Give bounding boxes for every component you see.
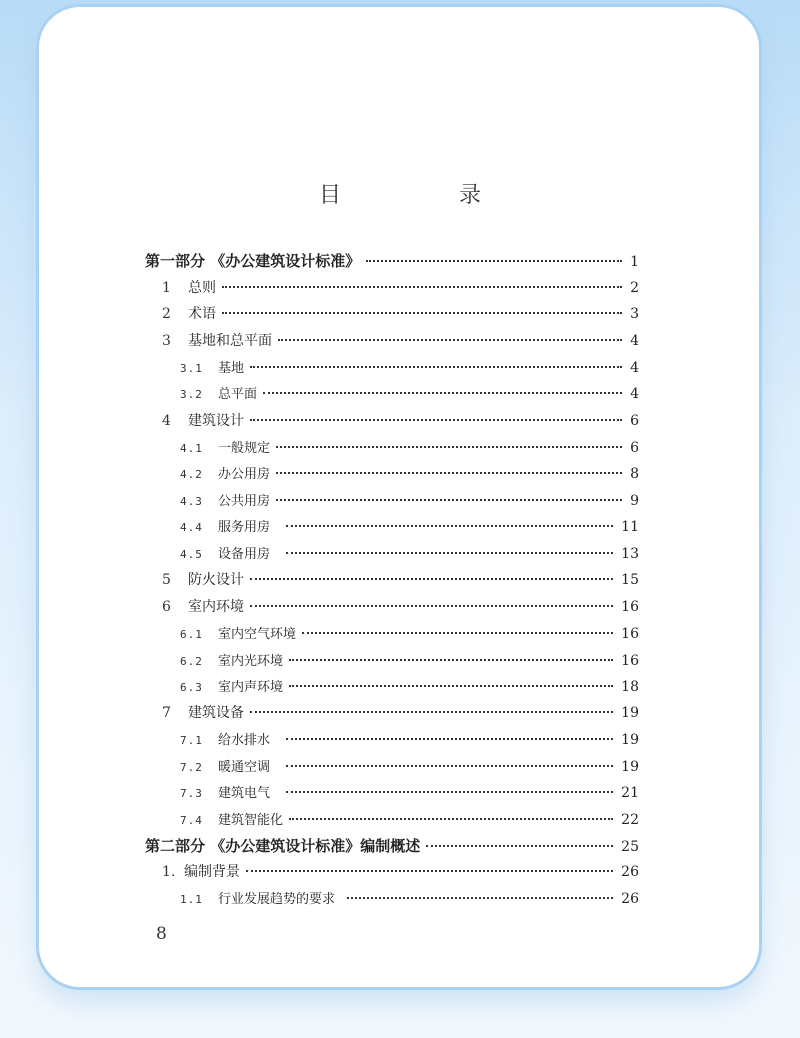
- toc-label: 建筑电气: [218, 786, 271, 801]
- toc-label: 第一部分 《办公建筑设计标准》: [145, 252, 361, 270]
- toc-page: 13: [621, 546, 639, 562]
- toc-page: 6: [630, 413, 639, 429]
- toc-heading: 目 录: [318, 183, 529, 208]
- toc-entry-section[interactable]: [180, 625, 639, 644]
- toc-number: 7.3: [180, 787, 203, 800]
- toc-label: 室内光环境: [218, 654, 284, 669]
- toc-page: 19: [621, 732, 639, 748]
- toc-number: 3.1: [180, 362, 203, 375]
- toc-page: 15: [621, 572, 639, 588]
- toc-number: 1.: [162, 864, 176, 880]
- leader-dots: [302, 632, 613, 634]
- leader-dots: [250, 711, 613, 713]
- leader-dots: [426, 845, 613, 847]
- leader-dots: [289, 818, 613, 820]
- toc-number: 7: [162, 705, 171, 721]
- toc-entry-chapter[interactable]: [162, 571, 639, 589]
- toc-label: 办公用房: [218, 467, 271, 482]
- toc-label: 一般规定: [218, 441, 271, 456]
- page-number: 8: [156, 924, 167, 944]
- toc-number: 1.1: [180, 893, 203, 906]
- toc-entry-section[interactable]: [180, 890, 639, 909]
- leader-dots: [263, 392, 622, 394]
- toc-number: 6.2: [180, 655, 203, 668]
- toc-entry-section[interactable]: [180, 545, 639, 564]
- toc-entry-chapter[interactable]: [162, 279, 639, 297]
- toc-entry-chapter[interactable]: [162, 863, 639, 881]
- leader-dots: [250, 605, 613, 607]
- toc-label: 建筑智能化: [218, 813, 284, 828]
- toc-entry-section[interactable]: [180, 758, 639, 777]
- toc-page: 19: [621, 705, 639, 721]
- toc-page: 25: [621, 839, 639, 855]
- toc-page: 2: [630, 280, 639, 296]
- toc-entry-section[interactable]: [180, 518, 639, 537]
- leader-dots: [289, 659, 613, 661]
- leader-dots: [286, 525, 613, 527]
- toc-entry-section[interactable]: [180, 359, 639, 378]
- toc-label: 基地: [218, 361, 245, 376]
- toc-label: 室内空气环境: [218, 627, 297, 642]
- toc-page: 26: [621, 864, 639, 880]
- toc-entry-chapter[interactable]: [162, 704, 639, 722]
- toc-page: 11: [621, 519, 639, 535]
- toc-number: 6: [162, 599, 171, 615]
- toc-page: 16: [621, 653, 639, 669]
- toc-label: 行业发展趋势的要求: [218, 892, 336, 907]
- toc-page: 8: [630, 466, 639, 482]
- toc-number: 7.2: [180, 761, 203, 774]
- leader-dots: [222, 286, 622, 288]
- toc-entry-section[interactable]: [180, 731, 639, 750]
- toc-label: 基地和总平面: [188, 333, 272, 349]
- toc-page: 16: [621, 626, 639, 642]
- toc-page: 4: [630, 333, 639, 349]
- toc-number: 4.5: [180, 548, 203, 561]
- toc-entry-section[interactable]: [180, 439, 639, 458]
- toc-number: 4.4: [180, 521, 203, 534]
- toc-entry-section[interactable]: [180, 811, 639, 830]
- toc-number: 2: [162, 306, 171, 322]
- toc-label: 总平面: [218, 387, 258, 402]
- leader-dots: [250, 419, 622, 421]
- toc-page: 1: [630, 254, 639, 270]
- toc-label: 总则: [188, 280, 216, 296]
- toc-entry-chapter[interactable]: [162, 598, 639, 616]
- toc-number: 4: [162, 413, 171, 429]
- leader-dots: [222, 312, 622, 314]
- toc-label: 服务用房: [218, 520, 271, 535]
- toc-label: 设备用房: [218, 547, 271, 562]
- toc-page: 26: [621, 891, 639, 907]
- toc-entry-section[interactable]: [180, 678, 639, 697]
- leader-dots: [286, 791, 613, 793]
- toc-page: 21: [621, 785, 639, 801]
- toc-entry-section[interactable]: [180, 652, 639, 671]
- leader-dots: [276, 499, 622, 501]
- toc-entry-section[interactable]: [180, 784, 639, 803]
- toc-page: 6: [630, 440, 639, 456]
- toc-label: 编制背景: [184, 864, 240, 880]
- toc-page: 4: [630, 386, 639, 402]
- leader-dots: [366, 260, 622, 262]
- toc-label: 防火设计: [188, 572, 244, 588]
- leader-dots: [246, 870, 613, 872]
- toc-entry-chapter[interactable]: [162, 332, 639, 350]
- toc-label: 建筑设计: [188, 413, 244, 429]
- toc-label: 第二部分 《办公建筑设计标准》编制概述: [145, 837, 421, 855]
- leader-dots: [250, 366, 622, 368]
- toc-page: 19: [621, 759, 639, 775]
- leader-dots: [276, 472, 622, 474]
- leader-dots: [286, 765, 613, 767]
- toc-number: 6.1: [180, 628, 203, 641]
- toc-entry-part-1[interactable]: [145, 252, 639, 271]
- leader-dots: [278, 339, 622, 341]
- toc-number: 4.2: [180, 468, 203, 481]
- toc-page: 3: [630, 306, 639, 322]
- toc-page: 9: [630, 493, 639, 509]
- toc-entry-chapter[interactable]: [162, 305, 639, 323]
- toc-number: 4.1: [180, 442, 203, 455]
- toc-label: 暖通空调: [218, 760, 271, 775]
- leader-dots: [286, 552, 613, 554]
- toc-label: 给水排水: [218, 733, 271, 748]
- toc-label: 公共用房: [218, 494, 271, 509]
- leader-dots: [286, 738, 613, 740]
- toc-page: 16: [621, 599, 639, 615]
- toc-number: 5: [162, 572, 171, 588]
- toc-label: 建筑设备: [188, 705, 244, 721]
- toc-entry-part-2[interactable]: [145, 837, 639, 856]
- toc-number: 1: [162, 280, 171, 296]
- toc-number: 3: [162, 333, 171, 349]
- leader-dots: [276, 446, 622, 448]
- toc-number: 7.4: [180, 814, 203, 827]
- toc-entry-section[interactable]: [180, 465, 639, 484]
- toc-number: 7.1: [180, 734, 203, 747]
- toc-page: 22: [621, 812, 639, 828]
- toc-entry-section[interactable]: [180, 492, 639, 511]
- toc-page: 4: [630, 360, 639, 376]
- toc-page: 18: [621, 679, 639, 695]
- toc-label: 室内环境: [188, 599, 244, 615]
- toc-entry-section[interactable]: [180, 385, 639, 404]
- toc-label: 术语: [188, 306, 216, 322]
- toc-label: 室内声环境: [218, 680, 284, 695]
- leader-dots: [347, 897, 613, 899]
- toc-number: 3.2: [180, 388, 203, 401]
- toc-number: 4.3: [180, 495, 203, 508]
- toc-entry-chapter[interactable]: [162, 412, 639, 430]
- toc-number: 6.3: [180, 681, 203, 694]
- leader-dots: [289, 685, 613, 687]
- leader-dots: [250, 578, 613, 580]
